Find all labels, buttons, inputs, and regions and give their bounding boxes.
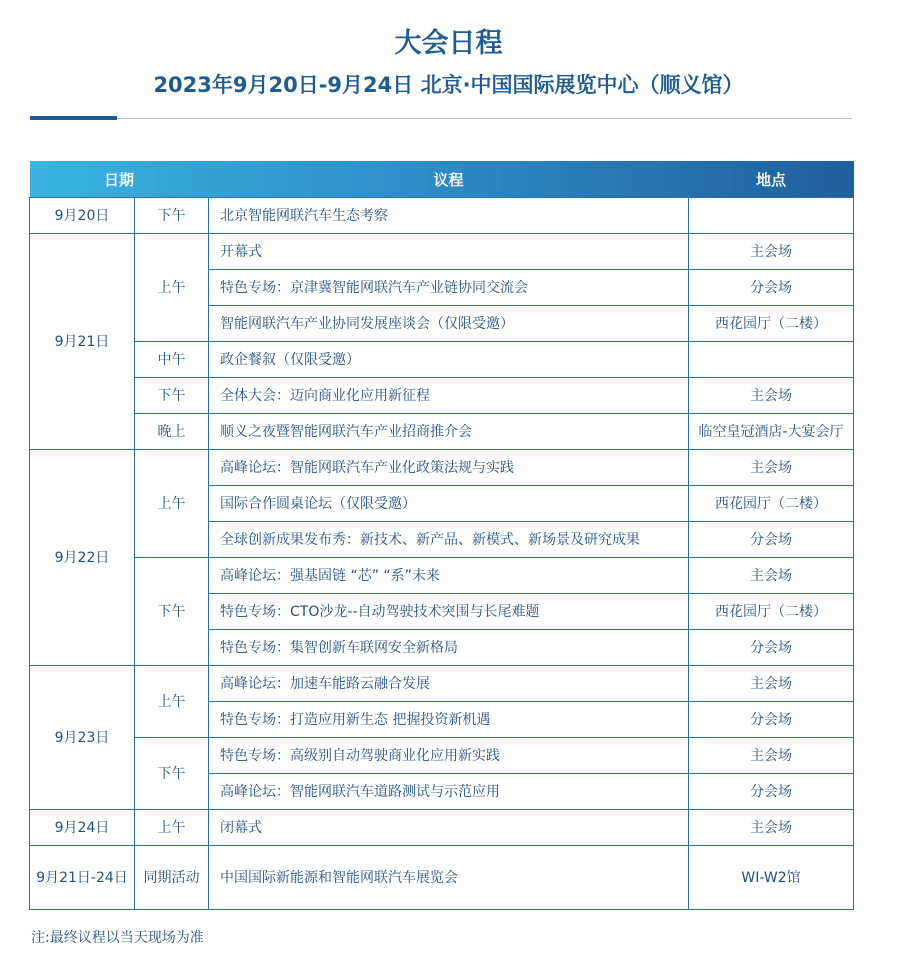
agenda-cell: 中国国际新能源和智能网联汽车展览会 (209, 846, 689, 910)
table-row (30, 198, 854, 234)
venue-cell: 分会场 (689, 522, 854, 558)
table-row (30, 414, 854, 450)
agenda-cell: 高峰论坛：智能网联汽车道路测试与示范应用 (209, 774, 689, 810)
agenda-cell: 特色专场：集智创新车联网安全新格局 (209, 630, 689, 666)
table-row (30, 810, 854, 846)
venue-cell: 分会场 (689, 702, 854, 738)
period-cell: 下午 (135, 198, 209, 234)
agenda-cell: 特色专场：打造应用新生态 把握投资新机遇 (209, 702, 689, 738)
table-row (30, 846, 854, 910)
agenda-cell: 政企餐叙（仅限受邀） (209, 342, 689, 378)
period-cell: 上午 (135, 234, 209, 342)
venue-cell: 主会场 (689, 378, 854, 414)
column-header-date: 日期 (104, 170, 135, 189)
venue-cell: 主会场 (689, 666, 854, 702)
table-row (30, 738, 854, 774)
agenda-cell: 高峰论坛：加速车能路云融合发展 (209, 666, 689, 702)
page-subtitle: 2023年9月20日-9月24日 北京·中国国际展览中心（顺义馆） (153, 73, 744, 97)
date-cell: 9月20日 (30, 198, 135, 234)
period-cell: 晚上 (135, 414, 209, 450)
column-header-venue: 地点 (756, 170, 787, 189)
page-title: 大会日程 (394, 28, 503, 59)
agenda-cell: 高峰论坛：智能网联汽车产业化政策法规与实践 (209, 450, 689, 486)
agenda-cell: 国际合作圆桌论坛（仅限受邀） (209, 486, 689, 522)
agenda-cell: 全球创新成果发布秀：新技术、新产品、新模式、新场景及研究成果 (209, 522, 689, 558)
agenda-cell: 闭幕式 (209, 810, 689, 846)
agenda-cell: 特色专场：CTO沙龙--自动驾驶技术突围与长尾难题 (209, 594, 689, 630)
venue-cell: 主会场 (689, 738, 854, 774)
agenda-cell: 北京智能网联汽车生态考察 (209, 198, 689, 234)
header-divider (30, 118, 852, 119)
venue-cell (689, 342, 854, 378)
period-cell: 上午 (135, 450, 209, 558)
period-cell: 下午 (135, 738, 209, 810)
agenda-cell: 特色专场：京津冀智能网联汽车产业链协同交流会 (209, 270, 689, 306)
header-divider-accent (30, 116, 117, 120)
venue-cell: 西花园厅（二楼） (689, 306, 854, 342)
venue-cell: 分会场 (689, 270, 854, 306)
table-row (30, 666, 854, 702)
venue-cell: 主会场 (689, 450, 854, 486)
footer-note: 注:最终议程以当天现场为准 (31, 930, 204, 946)
period-cell: 上午 (135, 810, 209, 846)
venue-cell: 分会场 (689, 774, 854, 810)
date-cell: 9月24日 (30, 810, 135, 846)
venue-cell: 西花园厅（二楼） (689, 486, 854, 522)
period-cell: 中午 (135, 342, 209, 378)
venue-cell (689, 198, 854, 234)
venue-cell: 主会场 (689, 810, 854, 846)
venue-cell: 主会场 (689, 558, 854, 594)
table-row (30, 234, 854, 270)
venue-cell: 分会场 (689, 630, 854, 666)
venue-cell: WI-W2馆 (689, 846, 854, 910)
period-cell: 同期活动 (135, 846, 209, 910)
period-cell: 下午 (135, 558, 209, 666)
table-row (30, 378, 854, 414)
venue-cell: 西花园厅（二楼） (689, 594, 854, 630)
agenda-cell: 全体大会：迈向商业化应用新征程 (209, 378, 689, 414)
venue-cell: 临空皇冠酒店-大宴会厅 (689, 414, 854, 450)
column-header-agenda: 议程 (433, 170, 464, 189)
date-cell: 9月22日 (30, 450, 135, 666)
agenda-cell: 特色专场：高级别自动驾驶商业化应用新实践 (209, 738, 689, 774)
agenda-cell: 智能网联汽车产业协同发展座谈会（仅限受邀） (209, 306, 689, 342)
period-cell: 上午 (135, 666, 209, 738)
agenda-cell: 高峰论坛：强基固链 “芯” “系”未来 (209, 558, 689, 594)
agenda-cell: 顺义之夜暨智能网联汽车产业招商推介会 (209, 414, 689, 450)
table-row (30, 342, 854, 378)
date-cell: 9月21日 (30, 234, 135, 450)
date-cell: 9月21日-24日 (30, 846, 135, 910)
agenda-cell: 开幕式 (209, 234, 689, 270)
date-cell: 9月23日 (30, 666, 135, 810)
table-header-row (30, 161, 854, 198)
venue-cell: 主会场 (689, 234, 854, 270)
period-cell: 下午 (135, 378, 209, 414)
table-row (30, 558, 854, 594)
schedule-table (29, 161, 854, 910)
table-row (30, 450, 854, 486)
